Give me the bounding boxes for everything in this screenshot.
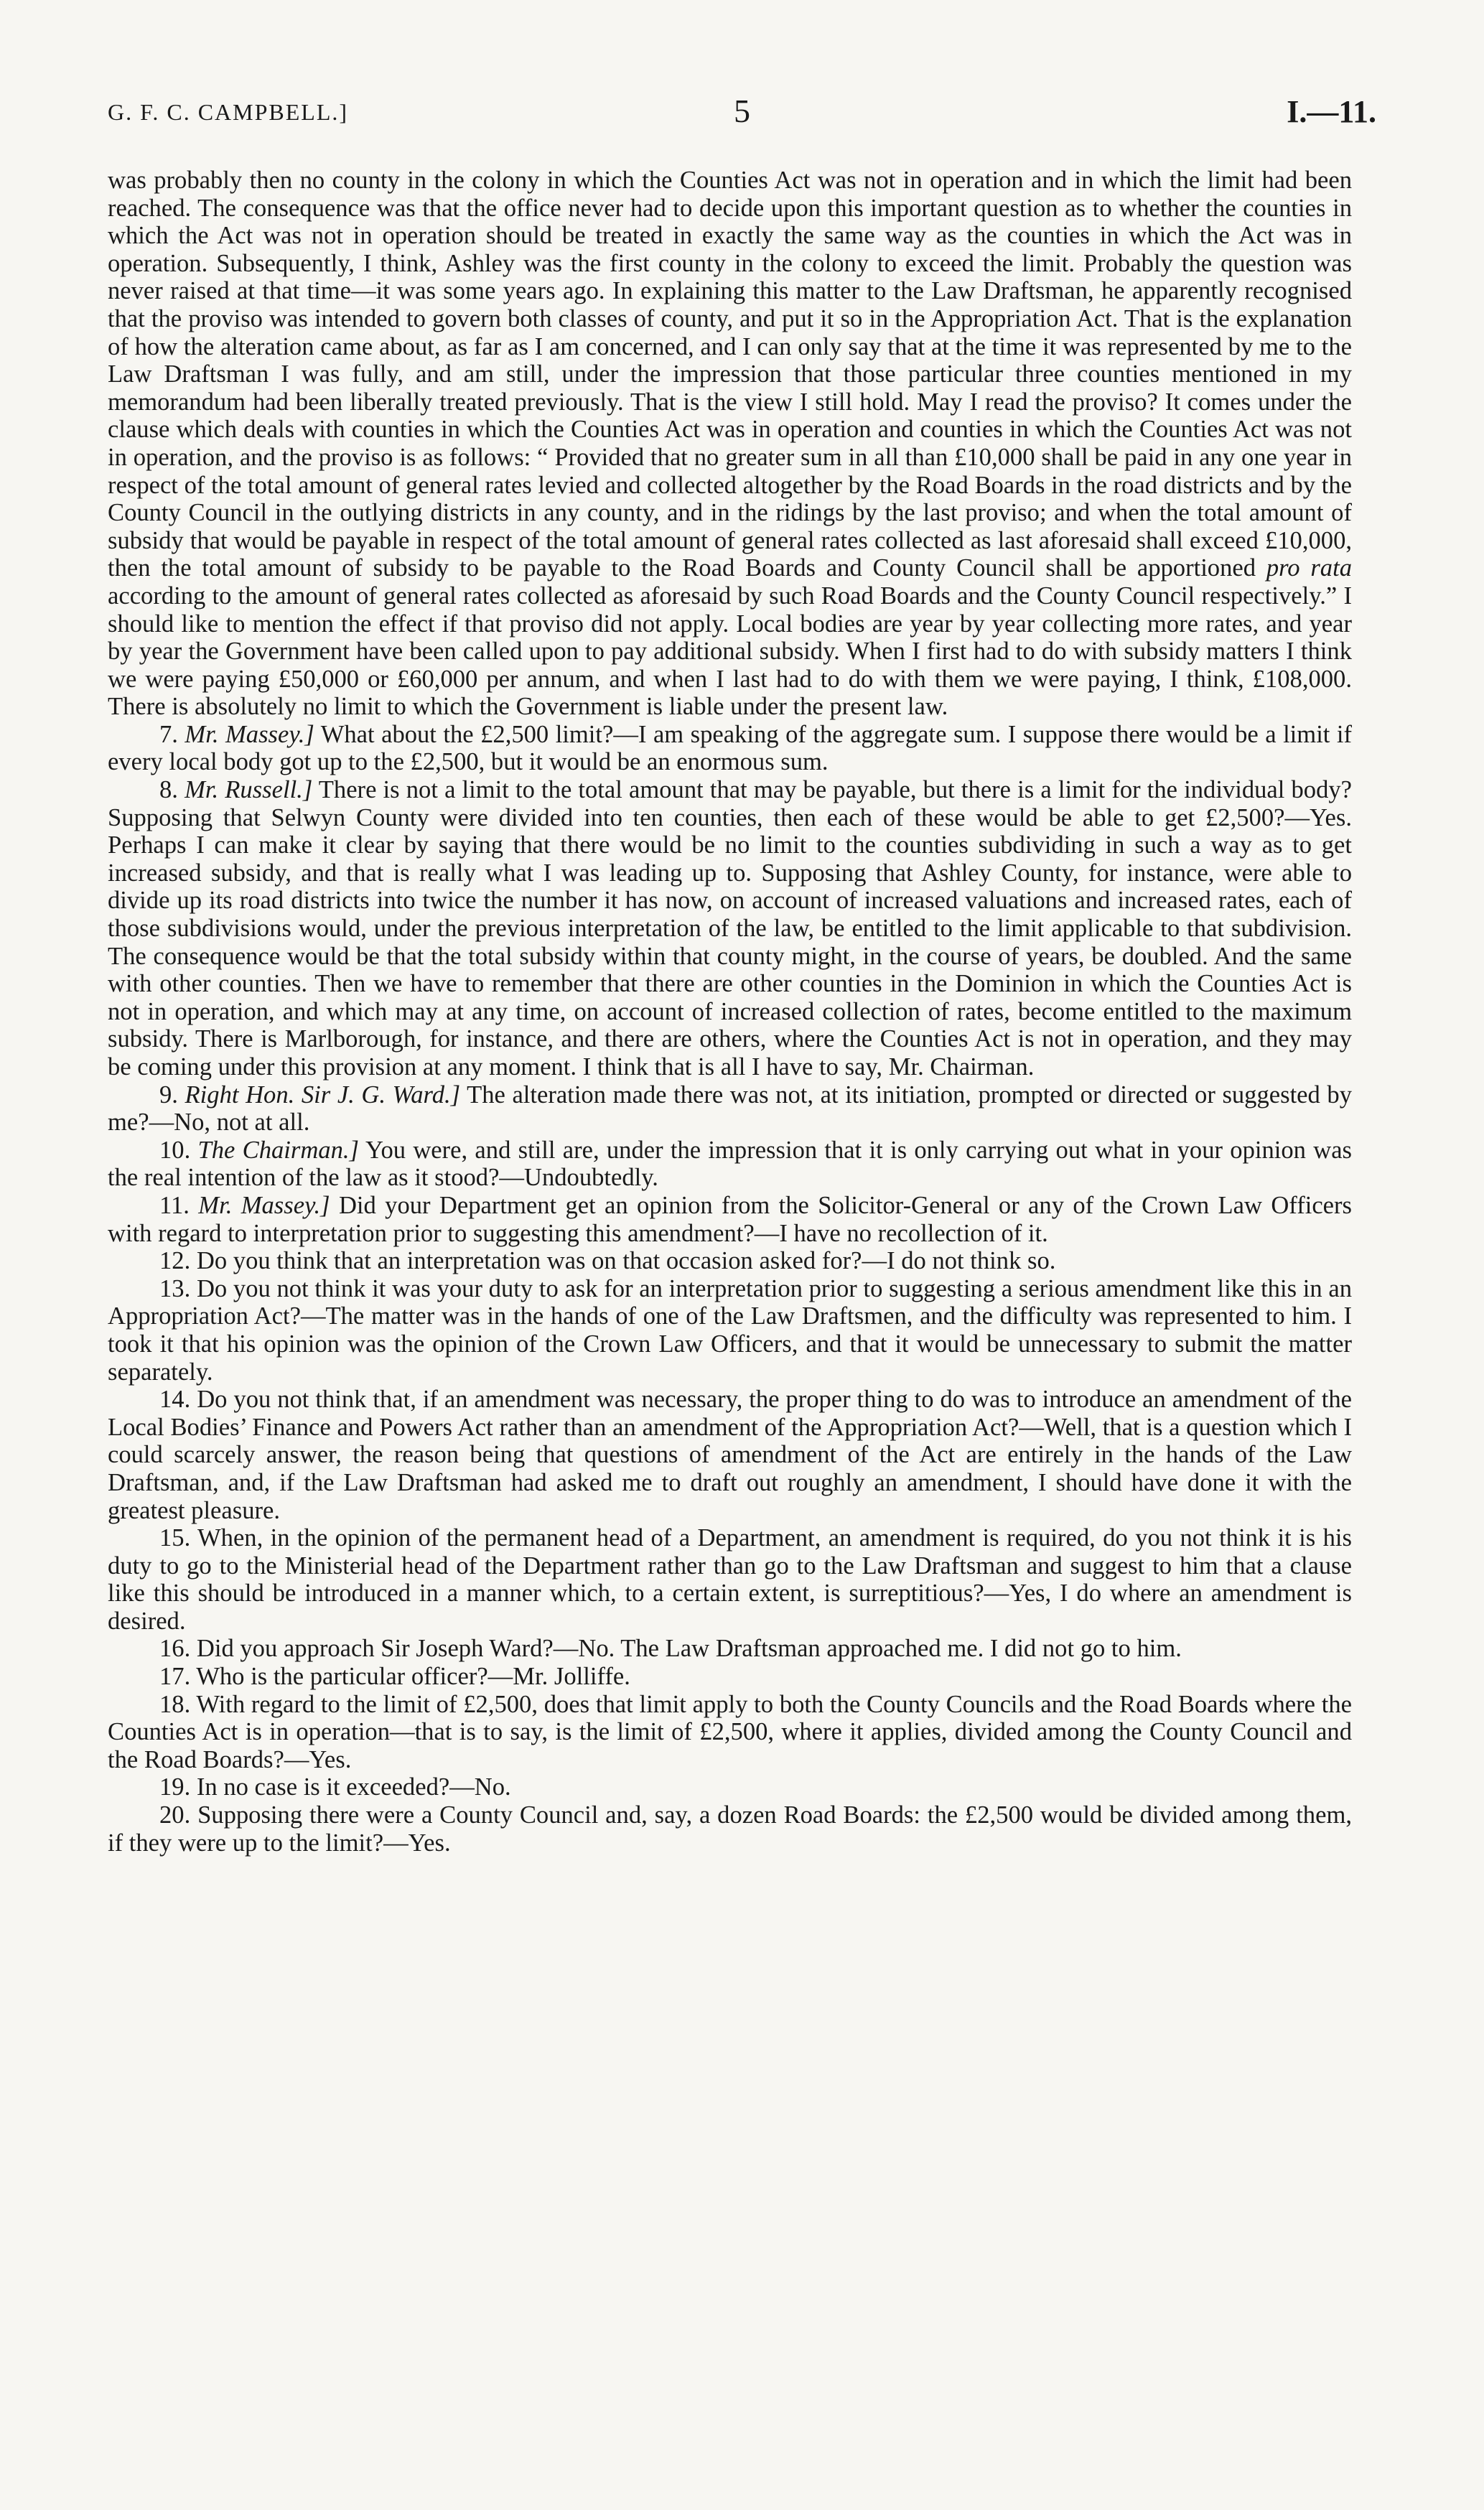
question-text: There is not a limit to the total amount that may be payable, but there is a limit for the individual body? Supposing that Selwyn County were divided into ten counties, then each of these would be able to get £2,500?—Yes. Perhaps I can make it clear by saying that there would be no limit to the counties subdividing in such a way as to get increased subsidy, and that is really what I was leading up to. Supposing that Ashley County, for instance, were able to divide up its road districts into twice the number it has now, on account of increased valuations and increased rates, each of those subdivisions would, under the previous interpretation of the law, be entitled to the limit applicable to that subdivision. The consequence would be that the total subsidy within that county might, in the course of years, be doubled. And the same with other counties. Then we have to remember that there are other counties in the Dominion in which the Counties Act is not in operation, and which may at any time, on account of increased collection of rates, become entitled to the maximum subsidy. There is Marlborough, for instance, and there are others, where the Counties Act is not in operation, and they may be coming under this provision at any moment. I think that is all I have to say, Mr. Chairman. bbox=[108, 776, 1353, 1081]
question-answer-list bbox=[108, 721, 1352, 1857]
question-number: 20. bbox=[159, 1801, 198, 1829]
question-text: Do you think that an interpretation was on that occasion asked for?—I do not think so. bbox=[196, 1247, 1056, 1275]
question-number: 16. bbox=[159, 1635, 197, 1663]
speaker-name: Mr. Russell.] bbox=[185, 776, 313, 804]
question-text: What about the £2,500 limit?—I am speaking of the aggregate sum. I suppose there would be a limit if every local body got up to the £2,500, but it would be an enormous sum. bbox=[108, 720, 1353, 776]
question-number: 17. bbox=[159, 1663, 197, 1691]
question-paragraph bbox=[108, 1691, 1352, 1774]
question-paragraph bbox=[108, 1801, 1352, 1857]
question-number: 10. bbox=[159, 1136, 198, 1164]
question-paragraph bbox=[108, 721, 1352, 776]
quoted-proviso-end: according to the amount of general rates collected as aforesaid by such Road Boards and the County Council respectively.” bbox=[108, 582, 1344, 610]
question-paragraph bbox=[108, 1386, 1352, 1524]
speaker-name: Mr. Massey.] bbox=[198, 1191, 330, 1219]
header-witness-name: G. F. C. CAMPBELL.] bbox=[108, 99, 349, 125]
question-text: Did you approach Sir Joseph Ward?—No. The Law Draftsman approached me. I did not go to him. bbox=[196, 1635, 1182, 1663]
document-body bbox=[108, 167, 1352, 1857]
question-text: With regard to the limit of £2,500, does that limit apply to both the County Councils and the Road Boards where the Counties Act is in operation—that is to say, is the limit of £2,500, where it applies, divided among the County Council and the Road Boards?—Yes. bbox=[108, 1690, 1352, 1773]
question-paragraph bbox=[108, 1137, 1352, 1192]
speaker-name: Mr. Massey.] bbox=[185, 720, 314, 748]
question-number: 14. bbox=[159, 1386, 197, 1414]
question-number: 8. bbox=[159, 776, 185, 804]
question-number: 18. bbox=[159, 1690, 197, 1718]
continued-paragraph: was probably then no county in the colony in which the Counties Act was not in operation and in which the limit had been reached. The consequence was that the office never had to decide upon this important question as to whether the counties in which the Act was not in operation should be treated in exactly the same way as the counties in which the Act was in operation. Subsequently, I think, Ashley was the first county in the colony to exceed the limit. Probably the question was never raised at that time—it was some years ago. In explaining this matter to the Law Draftsman, he apparently recognised that the proviso was intended to govern both classes of county, and put it so in the Appropriation Act. That is the explanation of how the alteration came about, as far as I am concerned, and I can only say that at the time it was represented by me to the Law Draftsman I was fully, and am still, under the impression that those particular three counties mentioned in my memorandum had been liberally treated previously. That is the view I still hold. May I read the proviso? It comes under the clause which deals with counties in which the Counties Act was in operation and counties in which the Counties Act was not in operation, and the proviso is as follows: “ Provided that no greater sum in all than £10,000 shall be paid in any one year in respect of the total amount of general rates levied and collected altogether by the Road Boards in the road districts and by the County Council in the outlying districts in any county, and in the ridings by the last proviso; and when the total amount of subsidy that would be payable in respect of the total amount of general rates collected as last aforesaid shall exceed £10,000, then the total amount of subsidy to be payable to the Road Boards and County Council shall be apportioned pro rata according to the amount of general rates collected as aforesaid by such Road Boards and the County Council respectively.” I should like to mention the effect if that proviso did not apply. Local bodies are year by year collecting more rates, and year by year the Government have been called upon to pay additional subsidy. When I first had to do with subsidy matters I think we were paying £50,000 or £60,000 per annum, and when I last had to do with them we were paying, I think, £108,000. There is absolutely no limit to which the Government is liable under the present law. bbox=[108, 167, 1352, 721]
question-text: Did your Department get an opinion from the Solicitor-General or any of the Crown Law Officers with regard to interpretation prior to suggesting this amendment?—I have no recollection of it. bbox=[108, 1191, 1352, 1247]
paper-reference: I.—11. bbox=[1287, 94, 1376, 129]
question-paragraph bbox=[108, 1663, 1352, 1691]
question-number: 19. bbox=[159, 1773, 197, 1801]
question-paragraph bbox=[108, 1524, 1352, 1635]
question-number: 12. bbox=[159, 1247, 197, 1275]
question-text: Who is the particular officer?—Mr. Jolliffe. bbox=[196, 1663, 630, 1691]
question-text: The alteration made there was not, at its initiation, prompted or directed or suggested by me?—No, not at all. bbox=[108, 1081, 1352, 1137]
question-text: Supposing there were a County Council and, say, a dozen Road Boards: the £2,500 would be divided among them, if they were up to the limit?—Yes. bbox=[108, 1801, 1352, 1857]
page-number: 5 bbox=[734, 93, 750, 129]
question-number: 15. bbox=[159, 1524, 198, 1552]
question-number: 7. bbox=[159, 720, 185, 748]
page-header bbox=[108, 92, 1376, 135]
question-text: Do you not think it was your duty to ask for an interpretation prior to suggesting a serious amendment like this in an Appropriation Act?—The matter was in the hands of one of the Law Draftsmen, and the difficulty was represented to him. I took it that his opinion was the opinion of the Crown Law Officers, and that it would be unnecessary to submit the matter separately. bbox=[108, 1274, 1352, 1386]
speaker-name: The Chairman.] bbox=[197, 1136, 359, 1164]
question-text: Do you not think that, if an amendment was necessary, the proper thing to do was to introduce an amendment of the Local Bodies’ Finance and Powers Act rather than an amendment of the Appropriation Act?—Well, that is a question which I could scarcely answer, the reason being that questions of amendment of the Act are entirely in the hands of the Law Draftsman, and, if the Law Draftsman had asked me to draft out roughly an amendment, I should have done it with the greatest pleasure. bbox=[108, 1386, 1352, 1524]
question-number: 13. bbox=[159, 1274, 197, 1302]
question-paragraph bbox=[108, 1275, 1352, 1386]
question-number: 11. bbox=[159, 1191, 199, 1219]
question-paragraph bbox=[108, 1081, 1352, 1137]
question-paragraph bbox=[108, 1635, 1352, 1663]
question-text: In no case is it exceeded?—No. bbox=[196, 1773, 511, 1801]
quoted-proviso: “ Provided that no greater sum in all than £10,000 shall be paid in any one year in respect of the total amount of general rates levied and collected altogether by the Road Boards in the road districts and by the County Council in the outlying districts in any county, and in the ridings by the last proviso; and when the total amount of subsidy that would be payable in respect of the total amount of general rates collected as last aforesaid shall exceed £10,000, then the total amount of subsidy to be payable to the Road Boards and County Council shall be apportioned bbox=[108, 443, 1352, 582]
question-paragraph bbox=[108, 1773, 1352, 1801]
question-text: When, in the opinion of the permanent head of a Department, an amendment is required, do you not think it is his duty to go to the Ministerial head of the Department rather than go to the Law Draftsman and suggest to him that a clause like this should be introduced in a manner which, to a certain extent, is surreptitious?—Yes, I do where an amendment is desired. bbox=[108, 1524, 1352, 1635]
question-paragraph bbox=[108, 1192, 1352, 1247]
pro-rata-term: pro rata bbox=[1266, 554, 1352, 582]
question-text: You were, and still are, under the impression that it is only carrying out what in your opinion was the real intention of the law as it stood?—Undoubtedly. bbox=[108, 1136, 1352, 1192]
question-paragraph bbox=[108, 1247, 1352, 1275]
speaker-name: Right Hon. Sir J. G. Ward.] bbox=[185, 1081, 461, 1109]
question-paragraph bbox=[108, 776, 1352, 1081]
question-number: 9. bbox=[159, 1081, 185, 1109]
